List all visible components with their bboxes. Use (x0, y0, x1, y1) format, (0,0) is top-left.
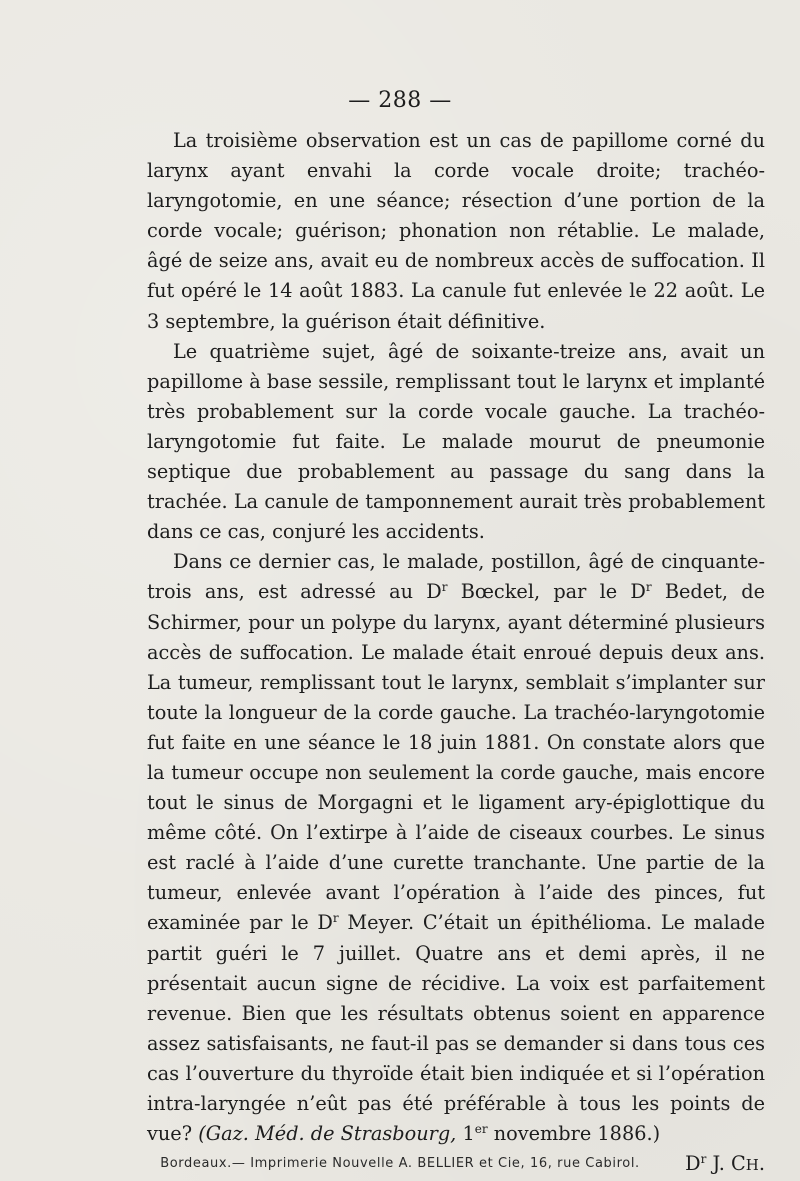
paragraph-fourth-subject: Le quatrième sujet, âgé de soixante-treize ans, avait un papillome à base sessile, remplissant tout le larynx et implanté très probablement sur la corde vocale gauche. La trachéo-laryngotomie fut faite. Le malade mourut de pneumonie septique due probablement au passage du sang dans la trachée. La canule de tamponnement aurait très probablement dans ce cas, conjuré les accidents. (147, 339, 765, 544)
citation-date-day: 1 (456, 1122, 475, 1146)
text-segment: Bœckel, par le D (447, 580, 646, 604)
citation-source: (Gaz. Méd. de Strasbourg, (198, 1122, 457, 1146)
text-segment: Meyer. C’était un épithélioma. Le malade partit guéri le 7 juillet. Quatre ans et demi après, il ne présentait aucun signe de récidive. La voix est parfaitement revenue. Bien que les résultats obtenus soient en apparence assez satisfaisants, ne faut-il pas se demander si dans tous ces cas l’ouverture du thyroïde était bien indiquée et si l’opération intra-laryngée n’eût pas été préférable à tous les points de vue? (147, 911, 766, 1146)
text-segment: Bedet, de Schirmer, pour un polype du larynx, ayant déterminé plusieurs accès de suffocation. Le malade était enroué depuis deux ans. La tumeur, remplissant tout le larynx, semblait s’implanter sur toute la longueur de la corde gauche. La trachéo-laryngotomie fut faite en une séance le 18 juin 1881. On constate alors que la tumeur occupe non seulement la corde gauche, mais encore tout le sinus de Morgagni et le ligament ary-épiglottique du même côté. On l’extirpe à l’aide de ciseaux courbes. Le sinus est raclé à l’aide d’une curette tranchante. Une partie de la tumeur, enlevée avant l’opération à l’aide des pinces, fut examinée par le D (147, 580, 765, 935)
page-number: — 288 — (348, 88, 452, 113)
signature-end: . (758, 1152, 765, 1176)
superscript: er (474, 1122, 488, 1137)
signature-name-smallcaps: H (745, 1156, 759, 1175)
citation-date-rest: novembre 1886.) (487, 1122, 661, 1146)
superscript: r (700, 1152, 707, 1167)
printer-imprint: Bordeaux.— Imprimerie Nouvelle A. BELLIER et Cie, 16, rue Cabirol. (160, 1156, 640, 1171)
paragraph-third-observation: La troisième observation est un cas de papillome corné du larynx ayant envahi la corde vocale droite; trachéo-laryngotomie, en une séance; résection d’une portion de la corde vocale; guérison; phonation non rétablie. Le malade, âgé de seize ans, avait eu de nombreux accès de suffocation. Il fut opéré le 14 août 1883. La canule fut enlevée le 22 août. Le 3 septembre, la guérison était définitive. (147, 129, 765, 333)
text-segment: Dans ce dernier cas, le malade, postillon, âgé de cinquante-trois ans, est adressé au D (147, 550, 765, 604)
body-text (147, 126, 765, 1180)
superscript: r (332, 911, 339, 926)
signature-name: J. C (706, 1152, 746, 1176)
signature-title: D (685, 1152, 701, 1176)
citation-date (456, 1122, 660, 1145)
superscript: r (645, 580, 652, 595)
superscript: r (441, 580, 448, 595)
